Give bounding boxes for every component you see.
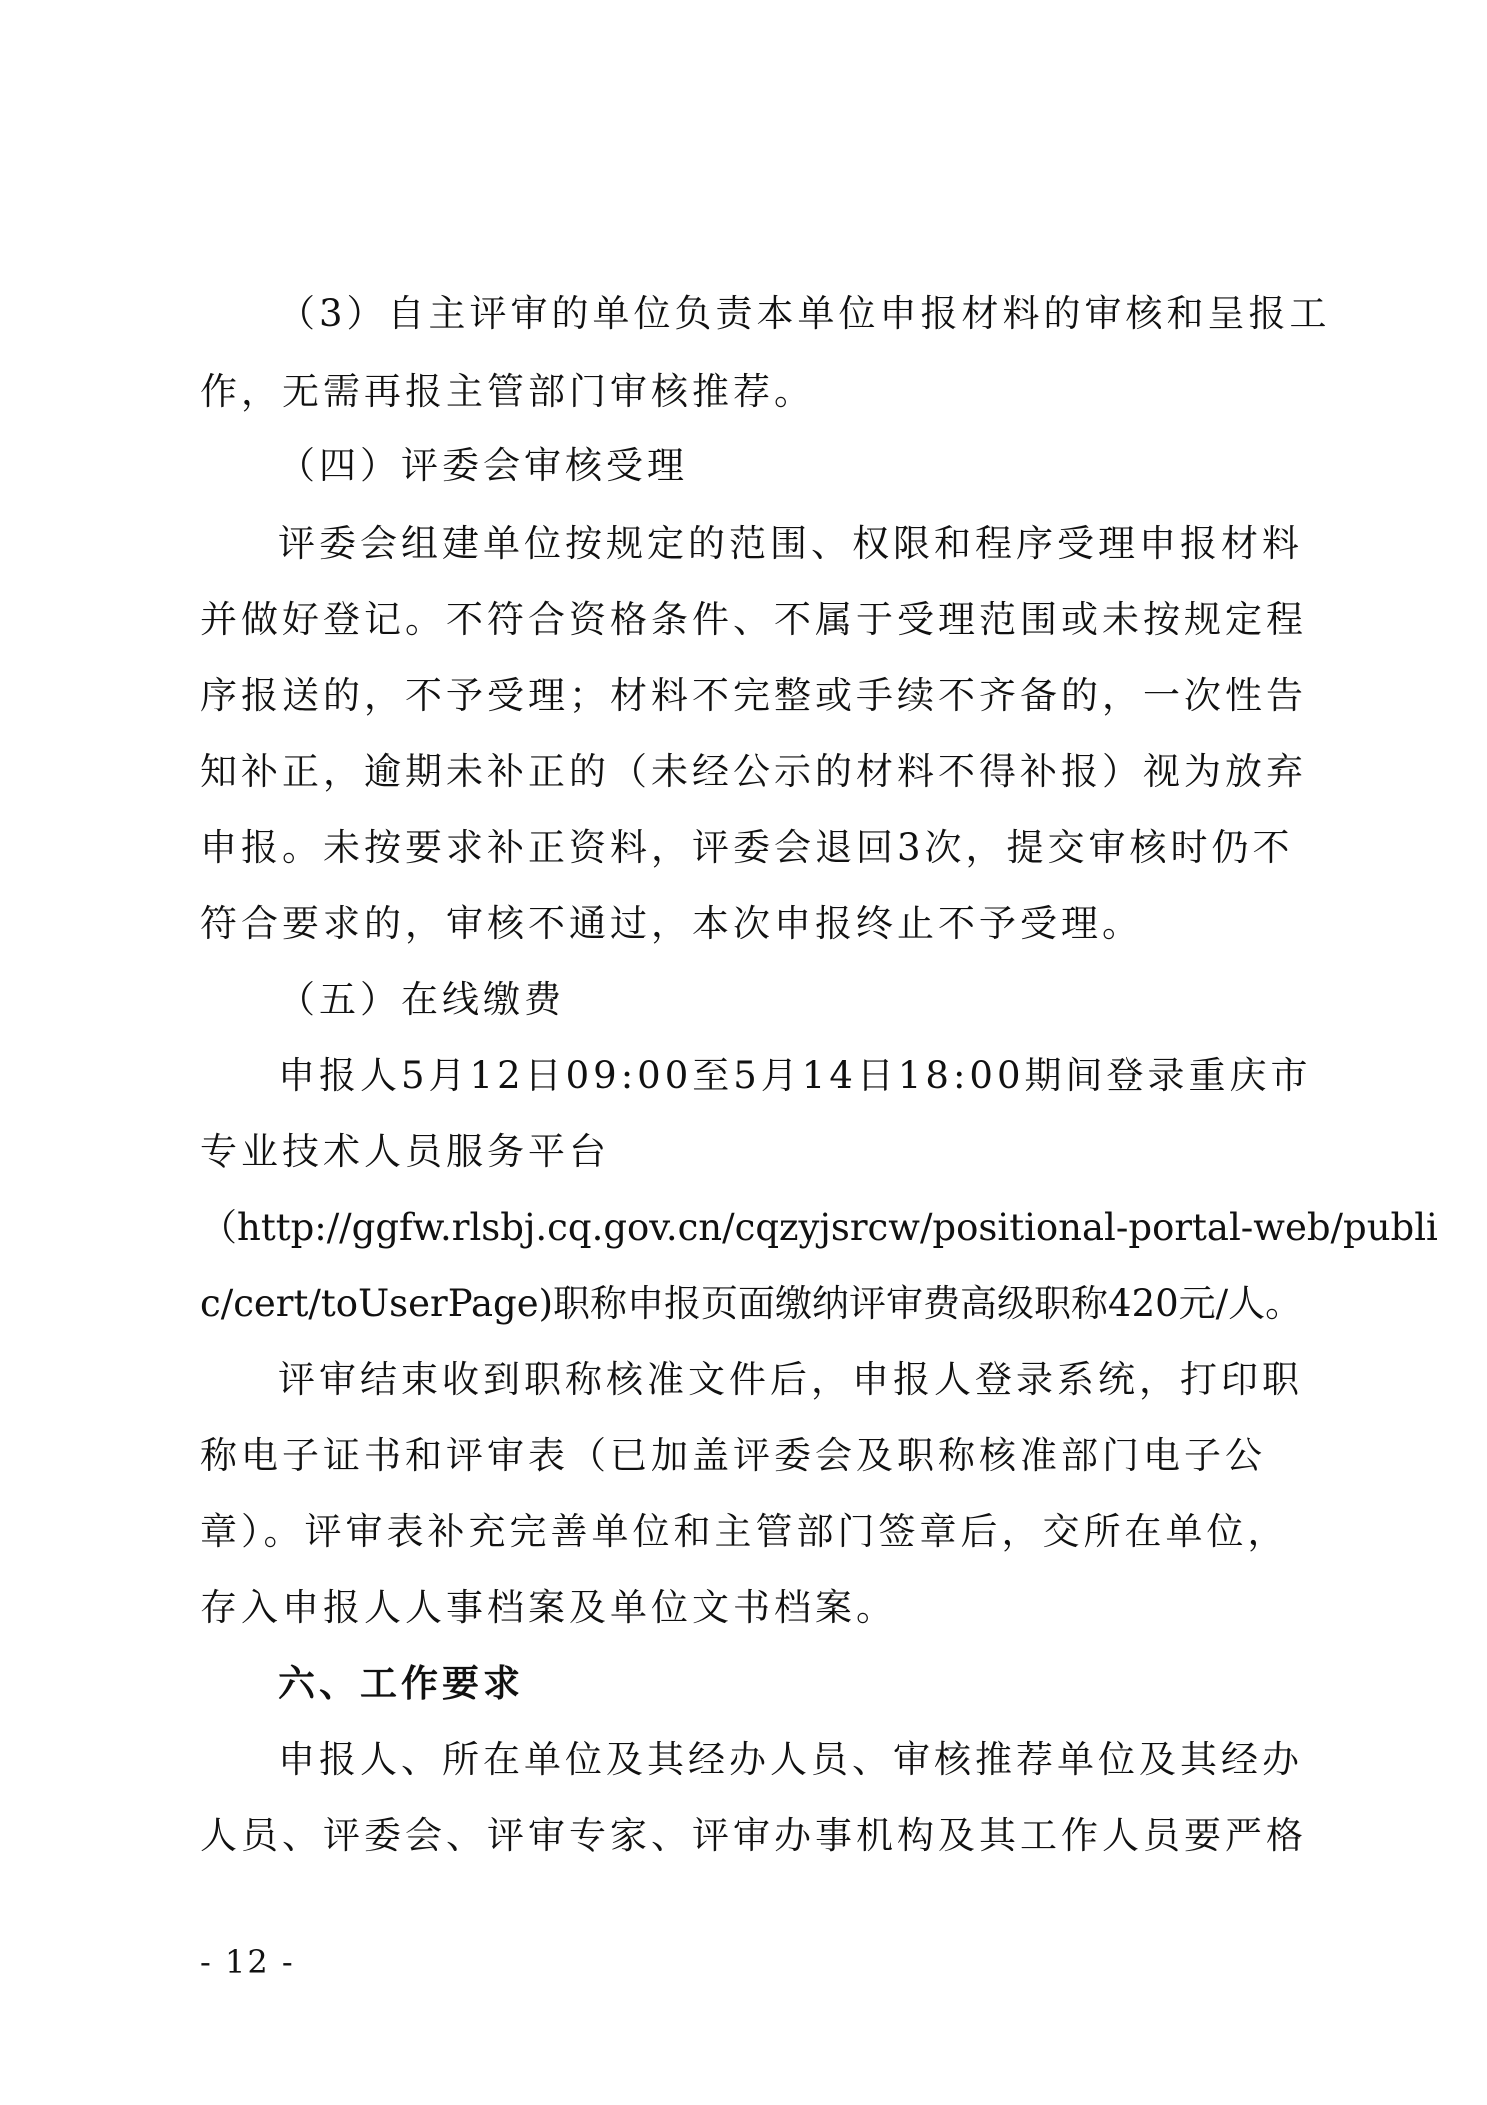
paragraph-line: 专业技术人员服务平台 xyxy=(200,1130,610,1173)
section-heading-bold: 六、工作要求 xyxy=(278,1662,524,1705)
paragraph-line: （3）自主评审的单位负责本单位申报材料的审核和呈报工 xyxy=(278,292,1331,335)
paragraph-line: 存入申报人人事档案及单位文书档案。 xyxy=(200,1586,897,1629)
paragraph-line: 申报人、所在单位及其经办人员、审核推荐单位及其经办 xyxy=(278,1738,1303,1781)
page-number: - 12 - xyxy=(200,1943,295,1981)
url-line: （http://ggfw.rlsbj.cq.gov.cn/cqzyjsrcw/positional-portal-web/publi xyxy=(200,1206,1438,1249)
section-heading: （五）在线缴费 xyxy=(278,978,565,1021)
paragraph-line: 符合要求的，审核不通过，本次申报终止不予受理。 xyxy=(200,902,1143,945)
paragraph-line: 序报送的，不予受理；材料不完整或手续不齐备的，一次性告 xyxy=(200,674,1307,717)
paragraph-line: 并做好登记。不符合资格条件、不属于受理范围或未按规定程 xyxy=(200,598,1307,641)
paragraph-line: 称电子证书和评审表（已加盖评委会及职称核准部门电子公 xyxy=(200,1434,1266,1477)
paragraph-line: 申报人5月12日09:00至5月14日18:00期间登录重庆市 xyxy=(278,1054,1312,1097)
paragraph-line: 知补正，逾期未补正的（未经公示的材料不得补报）视为放弃 xyxy=(200,750,1307,793)
paragraph-line: 评审结束收到职称核准文件后，申报人登录系统，打印职 xyxy=(278,1358,1303,1401)
paragraph-line: 评委会组建单位按规定的范围、权限和程序受理申报材料 xyxy=(278,522,1303,565)
paragraph-line: 人员、评委会、评审专家、评审办事机构及其工作人员要严格 xyxy=(200,1814,1307,1857)
paragraph-line: 申报。未按要求补正资料，评委会退回3次，提交审核时仍不 xyxy=(200,826,1294,869)
url-line: c/cert/toUserPage)职称申报页面缴纳评审费高级职称420元/人。 xyxy=(200,1282,1303,1325)
paragraph-line: 章）。评审表补充完善单位和主管部门签章后，交所在单位， xyxy=(200,1510,1289,1553)
section-heading: （四）评委会审核受理 xyxy=(278,444,688,487)
paragraph-line: 作，无需再报主管部门审核推荐。 xyxy=(200,370,815,413)
